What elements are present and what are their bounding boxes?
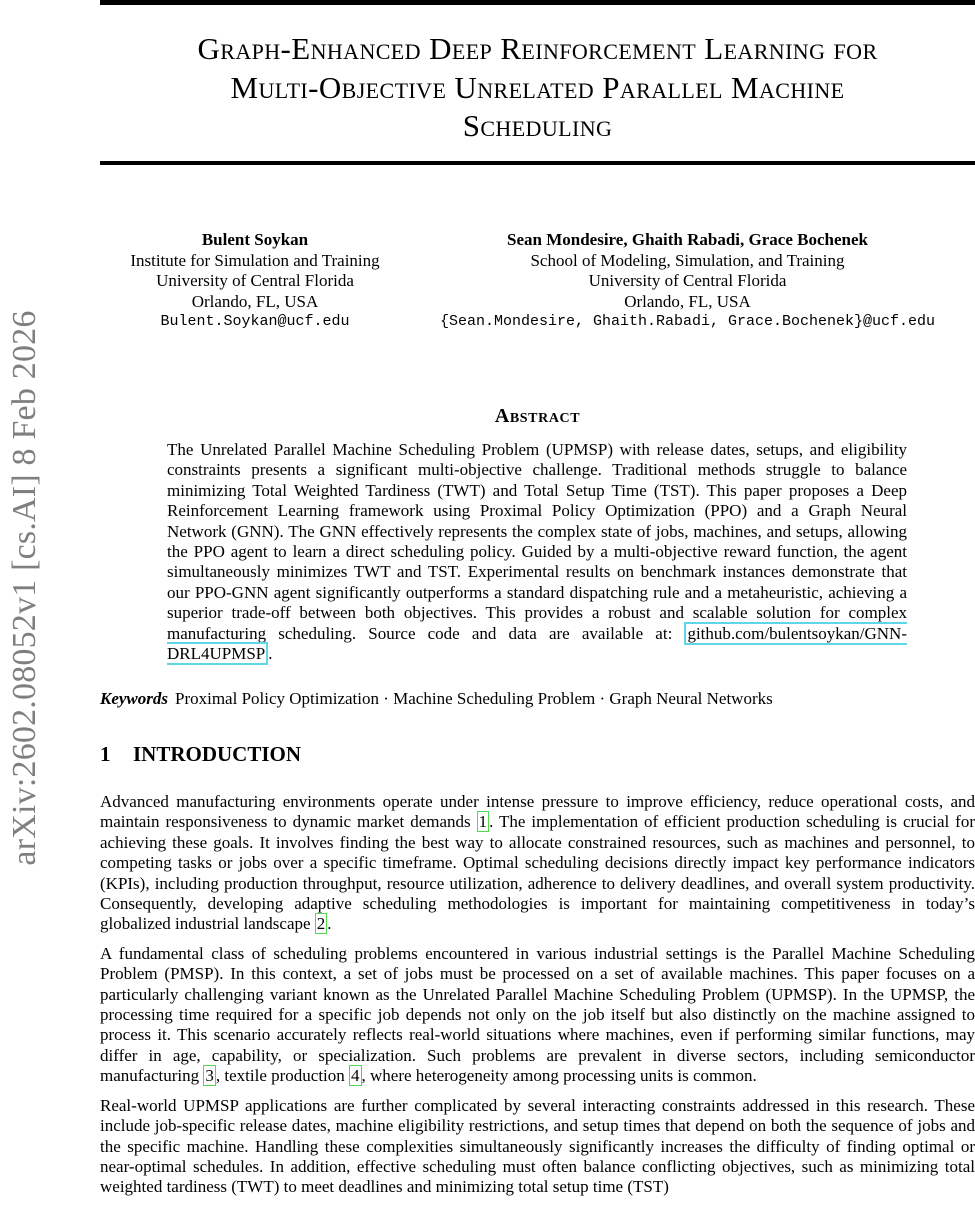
section-heading: [100, 742, 301, 767]
author-university: University of Central Florida: [588, 271, 787, 290]
author-names: Sean Mondesire, Ghaith Rabadi, Grace Bochenek: [507, 230, 868, 249]
title-top-rule: [100, 0, 975, 5]
paragraph-text: , textile production: [215, 1066, 350, 1086]
author-block-right: [400, 230, 975, 333]
author-location: Orlando, FL, USA: [191, 291, 319, 311]
abstract-heading: Abstract: [494, 405, 581, 427]
abstract-end: .: [268, 644, 273, 664]
title-line: Multi-Objective Unrelated Parallel Machine: [230, 69, 845, 105]
author-affiliation: School of Modeling, Simulation, and Training: [530, 250, 845, 270]
paragraph-text: Advanced manufacturing environments operate under intense pressure to improve efficiency, reduce operational costs, and maintain responsiveness to dynamic market demands: [100, 792, 975, 832]
author-university: University of Central Florida: [156, 271, 354, 290]
author-email: Bulent.Soykan@ucf.edu: [160, 313, 350, 330]
abstract-body: [167, 440, 907, 664]
citation-link[interactable]: 1: [478, 812, 488, 832]
paragraph-text: . The implementation of efficient production scheduling is crucial for achieving these goals. It involves finding the best way to allocate constrained resources, such as machines and personnel, to competing tasks or jobs over a specific timeframe. Optimal scheduling decisions directly impact key performance indicators (KPIs), including production throughput, resource utilization, adherence to delivery deadlines, and overall system productivity. Consequently, developing adaptive scheduling methodologies is important for maintaining competitiveness in today’s globalized industrial landscape: [100, 812, 975, 934]
paragraph-text: .: [327, 914, 332, 934]
author-emails: {Sean.Mondesire, Ghaith.Rabadi, Grace.Bochenek}@ucf.edu: [439, 313, 936, 330]
introduction-body: [100, 792, 975, 1207]
citation-link[interactable]: 3: [205, 1066, 214, 1086]
keywords-line: [100, 688, 975, 710]
title-line: Graph-Enhanced Deep Reinforcement Learning for: [197, 31, 878, 66]
paper-title: [100, 30, 975, 146]
author-name: Bulent Soykan: [201, 230, 309, 249]
abstract-text: The Unrelated Parallel Machine Scheduling Problem (UPMSP) with release dates, setups, and eligibility constraints presents a significant multi-objective challenge. Traditional methods struggle to balance minimizing Total Weighted Tardiness (TWT) and Total Setup Time (TST). This paper proposes a Deep Reinforcement Learning framework using Proximal Policy Optimization (PPO) and a Graph Neural Network (GNN). The GNN effectively represents the complex state of jobs, machines, and setups, allowing the PPO agent to learn a direct scheduling policy. Guided by a multi-objective reward function, the agent simultaneously minimizes TWT and TST. Experimental results on benchmark instances demonstrate that our PPO-GNN agent significantly outperforms a standard dispatching rule and a metaheuristic, achieving a superior trade-off between both objectives. This provides a robust and scalable solution for complex manufacturing scheduling. Source code and data are available at:: [167, 440, 907, 643]
paragraph-text: Real-world UPMSP applications are further complicated by several interacting constraints addressed in this research. These include job-specific release dates, machine eligibility restrictions, and setup times that depend on both the sequence of jobs and the specific machine. Handling these complexities simultaneously significantly increases the difficulty of finding optimal or near-optimal schedules. In addition, effective scheduling must often balance conflicting objectives, such as minimizing total weighted tardiness (TWT) to meet deadlines and minimizing total setup time (TST): [100, 1095, 975, 1197]
source-code-link[interactable]: github.com/bulentsoykan/GNN-DRL4UPMSP: [167, 623, 907, 664]
author-location: Orlando, FL, USA: [624, 291, 751, 311]
keywords-text: Proximal Policy Optimization · Machine Scheduling Problem · Graph Neural Networks: [175, 689, 773, 708]
section-number: 1: [100, 742, 111, 766]
paragraph-text: A fundamental class of scheduling problems encountered in various industrial settings is the Parallel Machine Scheduling Problem (PMSP). In this context, a set of jobs must be processed on a set of available machines. This paper focuses on a particularly challenging variant known as the Unrelated Parallel Machine Scheduling Problem (UPMSP). In the UPMSP, the processing time required for a specific job depends not only on the job itself but also distinctly on the machine assigned to process it. This scenario accurately reflects real-world situations where machines, even if performing similar functions, may differ in age, capability, or specialization. Such problems are prevalent in diverse sectors, including semiconductor manufacturing: [100, 943, 975, 1086]
paragraph: [100, 944, 975, 1087]
title-bottom-rule: [100, 161, 975, 165]
author-block-left: [110, 230, 400, 333]
citation-link[interactable]: 2: [316, 914, 326, 934]
paragraph: [100, 792, 975, 935]
keywords-label: Keywords: [100, 689, 168, 708]
section-title: INTRODUCTION: [133, 742, 302, 766]
title-line: Scheduling: [462, 108, 613, 143]
paragraph-text: , where heterogeneity among processing units is common.: [361, 1066, 757, 1086]
arxiv-identifier: arXiv:2602.08052v1 [cs.AI] 8 Feb 2026: [6, 310, 43, 866]
author-affiliation: Institute for Simulation and Training: [130, 250, 380, 270]
paragraph: [100, 1096, 975, 1198]
citation-link[interactable]: 4: [351, 1066, 360, 1086]
